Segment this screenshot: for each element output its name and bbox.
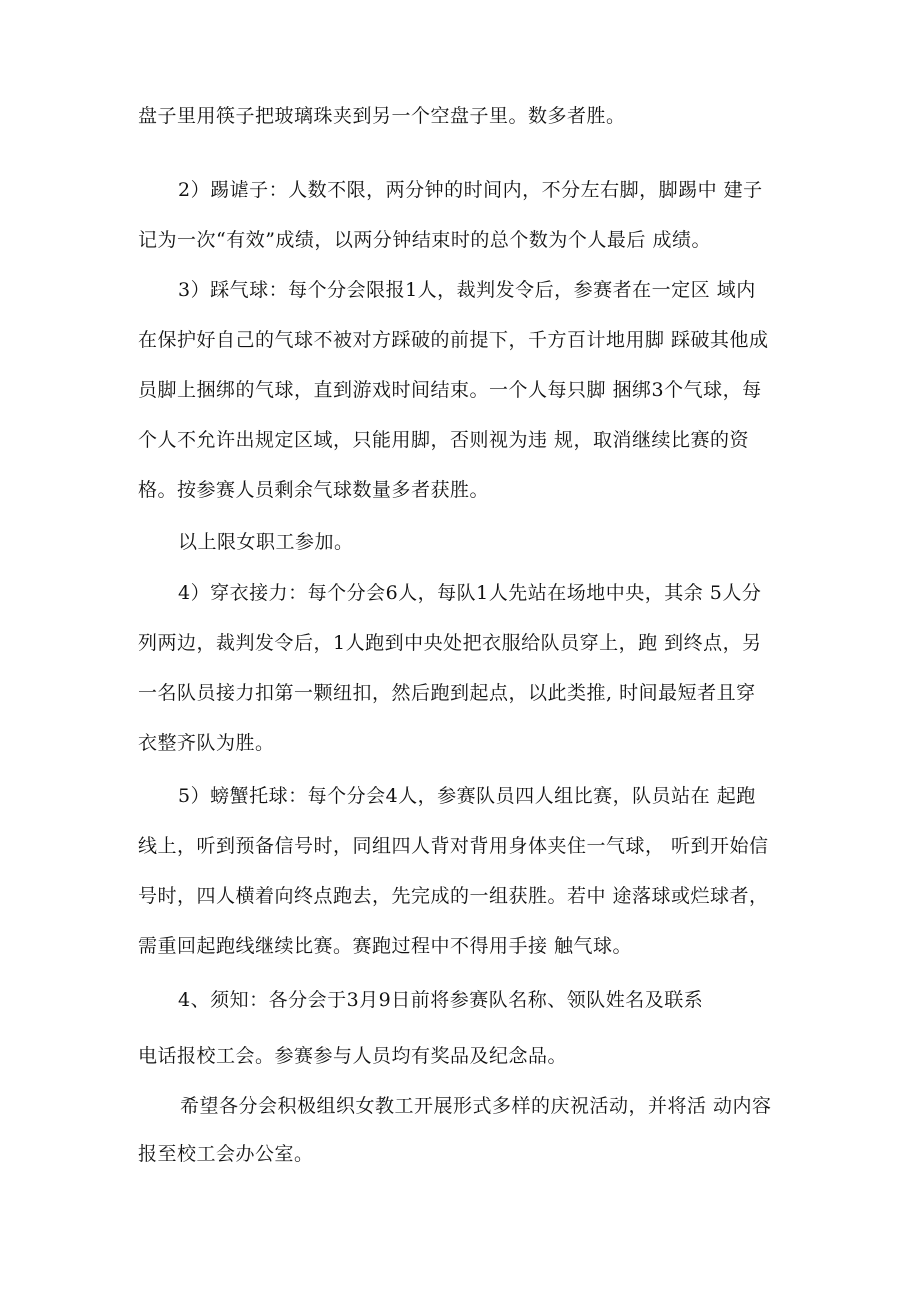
text-line: 盘子里用筷子把玻璃珠夹到另一个空盘子里。数多者胜。 [138, 105, 626, 127]
text-line: 在保护好自己的气球不被对方踩破的前提下，千方百计地用脚 踩破其他成 [138, 329, 769, 351]
text-line: 需重回起跑线继续比赛。赛跑过程中不得用手接 触气球。 [138, 935, 633, 957]
text-line: 3）踩气球：每个分会限报1人，裁判发令后，参赛者在一定区 域内 [178, 279, 756, 301]
text-line: 电话报校工会。参赛参与人员均有奖品及纪念品。 [138, 1045, 568, 1067]
text-line: 一名队员接力扣第一颗纽扣，然后跑到起点，以此类推, 时间最短者且穿 [138, 682, 756, 704]
text-line: 记为一次“有效”成绩，以两分钟结束时的总个数为个人最后 成绩。 [138, 229, 711, 251]
text-line: 以上限女职工参加。 [178, 531, 354, 553]
text-line: 4）穿衣接力：每个分会6人，每队1人先站在场地中央，其余 5人分 [178, 582, 762, 604]
text-line: 线上，听到预备信号时，同组四人背对背用身体夹住一气球， 听到开始信 [138, 835, 769, 857]
text-line: 个人不允许出规定区域，只能用脚，否则视为违 规，取消继续比赛的资 [138, 429, 750, 451]
text-line: 2）踢谑子：人数不限，两分钟的时间内，不分左右脚，脚踢中 建子 [178, 179, 763, 201]
text-line: 列两边，裁判发令后，1人跑到中央处把衣服给队员穿上，跑 到终点，另 [138, 632, 762, 654]
text-line: 报至校工会办公室。 [138, 1143, 314, 1165]
text-line: 5）螃蟹托球：每个分会4人，参赛队员四人组比赛，队员站在 起跑 [178, 785, 756, 807]
text-line: 格。按参赛人员剩余气球数量多者获胜。 [138, 479, 490, 501]
text-line: 员脚上捆绑的气球，直到游戏时间结束。一个人每只脚 捆绑3个气球，每 [138, 379, 762, 401]
text-line: 衣整齐队为胜。 [138, 732, 275, 754]
text-line: 希望各分会积极组织女教工开展形式多样的庆祝活动，并将活 动内容 [180, 1095, 772, 1117]
text-line: 4、须知：各分会于3月9日前将参赛队名称、领队姓名及联系 [178, 989, 704, 1011]
text-line: 号时，四人横着向终点跑去，先完成的一组获胜。若中 途落球或烂球者， [138, 885, 769, 907]
